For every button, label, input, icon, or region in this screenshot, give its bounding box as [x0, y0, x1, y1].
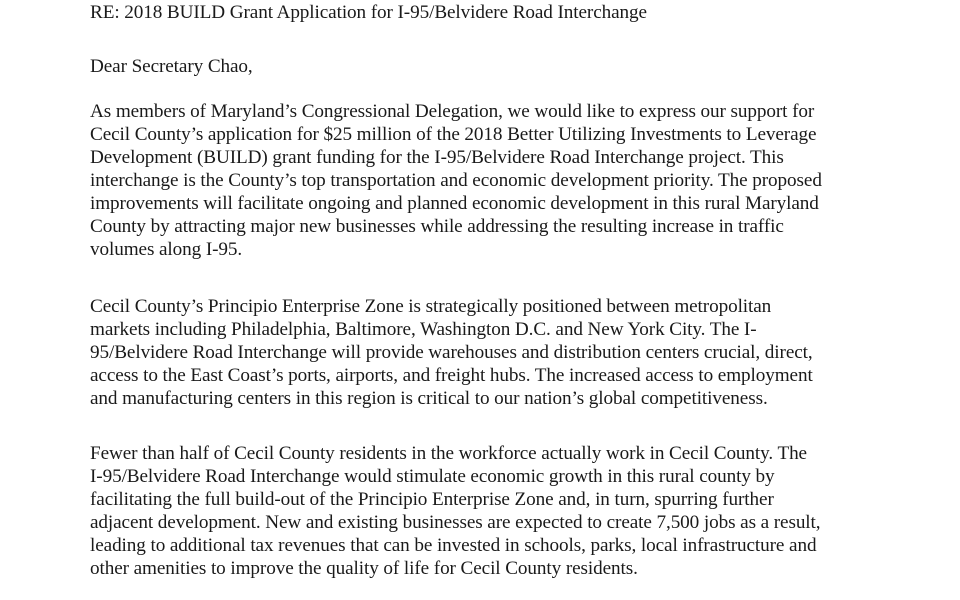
paragraph-line: interchange is the County’s top transportation and economic development priority. The proposed: [90, 170, 822, 191]
paragraph-line: access to the East Coast’s ports, airports, and freight hubs. The increased access to employment: [90, 365, 813, 386]
paragraph-line: 95/Belvidere Road Interchange will provide warehouses and distribution centers crucial, direct,: [90, 342, 813, 363]
paragraph-line: improvements will facilitate ongoing and planned economic development in this rural Maryland: [90, 193, 819, 214]
paragraph-line: County by attracting major new businesses while addressing the resulting increase in traffic: [90, 216, 784, 237]
paragraph-line: adjacent development. New and existing businesses are expected to create 7,500 jobs as a result,: [90, 512, 821, 533]
paragraph-line: and manufacturing centers in this region is critical to our nation’s global competitiveness.: [90, 388, 768, 409]
paragraph-line: markets including Philadelphia, Baltimore, Washington D.C. and New York City. The I-: [90, 319, 757, 340]
paragraph-line: I-95/Belvidere Road Interchange would stimulate economic growth in this rural county by: [90, 466, 775, 487]
paragraph-line: leading to additional tax revenues that can be invested in schools, parks, local infrastructure and: [90, 535, 817, 556]
paragraph-line: Cecil County’s application for $25 million of the 2018 Better Utilizing Investments to Leverage: [90, 124, 817, 145]
paragraph-line: volumes along I-95.: [90, 239, 243, 260]
paragraph-line: As members of Maryland’s Congressional Delegation, we would like to express our support for: [90, 101, 815, 122]
paragraph-line: Cecil County’s Principio Enterprise Zone is strategically positioned between metropolitan: [90, 296, 772, 317]
paragraph-line: other amenities to improve the quality of life for Cecil County residents.: [90, 558, 638, 579]
letter-subject: RE: 2018 BUILD Grant Application for I-95/Belvidere Road Interchange: [90, 2, 647, 23]
letter-salutation: Dear Secretary Chao,: [90, 56, 253, 77]
paragraph-line: facilitating the full build-out of the Principio Enterprise Zone and, in turn, spurring further: [90, 489, 774, 510]
paragraph-line: Fewer than half of Cecil County residents in the workforce actually work in Cecil County. The: [90, 443, 807, 464]
paragraph-line: Development (BUILD) grant funding for the I-95/Belvidere Road Interchange project. This: [90, 147, 784, 168]
